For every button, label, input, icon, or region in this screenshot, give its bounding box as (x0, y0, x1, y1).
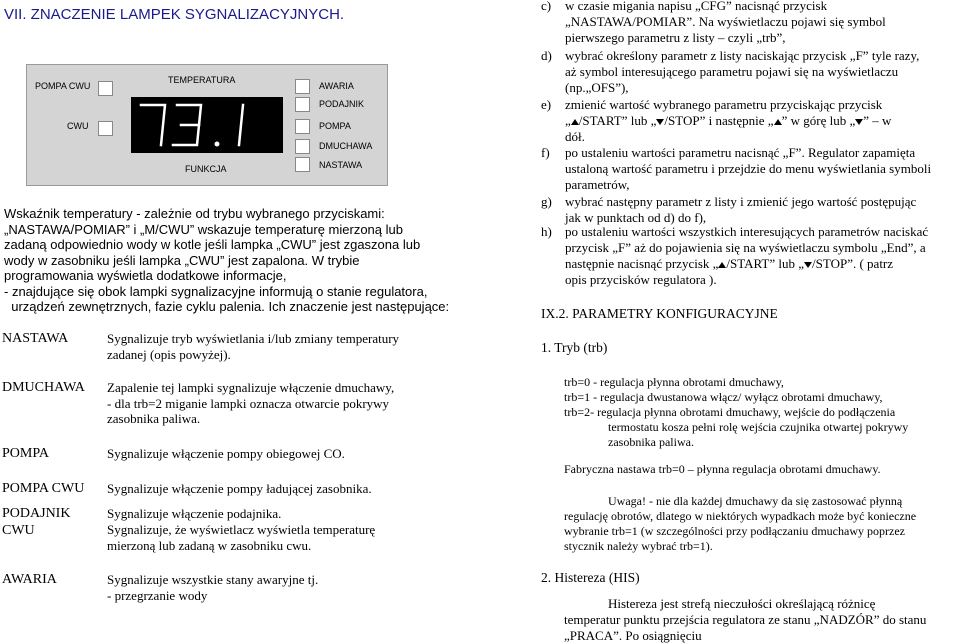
text-fragment: „ (565, 113, 571, 128)
histereza-line: Histereza jest strefą nieczułości określającą różnicę (608, 596, 876, 611)
step-line (565, 256, 959, 272)
signal-name: PODAJNIK (2, 506, 71, 521)
signal-name: NASTAWA (2, 331, 69, 346)
step-line: pierwszego parametru z listy – czyli „trb”, (565, 30, 786, 45)
desc-line: Sygnalizuje tryb wyświetlania i/lub zmiany temperatury (107, 331, 400, 346)
led-pompa-cwu (98, 81, 113, 96)
intro-paragraph (4, 206, 450, 315)
arrow-down-icon (804, 262, 812, 268)
step-line: po ustaleniu wartości wszystkich interesujących parametrów naciskać (565, 224, 929, 239)
signal-name: AWARIA (2, 572, 57, 587)
step-line: wybrać następny parametr z listy i zmienić jego wartość postępując (565, 194, 917, 209)
panel-label-pompa-cwu: POMPA CWU (35, 81, 91, 91)
signal-desc (107, 446, 442, 462)
step-line: „NASTAWA/POMIAR”. Na wyświetlaczu pojawi się symbol (565, 14, 886, 29)
text-fragment: /START” lub „ (726, 256, 805, 271)
histereza-line: „PRACA”. Po osiągnięciu (564, 628, 702, 643)
signal-desc (107, 380, 442, 427)
param1-title: 1. Tryb (trb) (541, 340, 608, 355)
panel-label-temperatura: TEMPERATURA (168, 75, 236, 85)
step-g (541, 194, 959, 226)
trb-line: zasobnika paliwa. (608, 435, 694, 449)
intro-line: - znajdujące się obok lampki sygnalizacyjne informują o stanie regulatora, (4, 283, 428, 299)
text-fragment: /STOP” i następnie „ (664, 113, 774, 128)
step-label: e) (541, 97, 552, 112)
led-dmuchawa (295, 139, 310, 154)
intro-line: urządzeń zewnętrznych, fazie cyklu palenia. Ich znaczenie jest następujące: (4, 299, 450, 314)
text-fragment: ” w górę lub „ (781, 113, 856, 128)
panel-label-nastawa: NASTAWA (319, 160, 363, 170)
desc-line: zadanej (opis powyżej). (107, 346, 231, 362)
signal-desc (107, 572, 442, 603)
step-line: dół. (565, 129, 585, 144)
desc-line: mierzoną lub zadaną w zasobniku cwu. (107, 537, 312, 553)
section-title: VII. ZNACZENIE LAMPEK SYGNALIZACYJNYCH. (4, 6, 345, 23)
desc-line: Sygnalizuje włączenie pompy obiegowej CO. (107, 446, 345, 461)
signal-name: DMUCHAWA (2, 380, 85, 395)
desc-line: - dla trb=2 miganie lampki oznacza otwarcie pokrywy (107, 395, 390, 411)
step-h (541, 224, 959, 288)
controller-panel-diagram (26, 64, 388, 186)
signal-desc (107, 506, 442, 522)
signal-desc (107, 522, 442, 553)
trb-line: trb=2- regulacja płynna obrotami dmuchawy, wejście do podłączenia (564, 405, 896, 419)
step-label: c) (541, 0, 552, 13)
step-line: jak w punktach od d) do f), (565, 210, 707, 225)
histereza-line: temperatur punktu przejścia regulatora ze stanu „NADZÓR” do stanu (564, 612, 927, 627)
led-cwu (98, 121, 113, 136)
note-line: stycznik należy wybrać trb=1). (564, 539, 713, 553)
section2-title: IX.2. PARAMETRY KONFIGURACYJNE (541, 306, 778, 321)
text-fragment: /START” lub „ (578, 113, 657, 128)
desc-line: Sygnalizuje włączenie pompy ładującej zasobnika. (107, 481, 372, 496)
desc-line: Zapalenie tej lampki sygnalizuje włączenie dmuchawy, (107, 380, 395, 395)
step-line: (np.„OFS”), (565, 80, 629, 95)
signal-name: POMPA CWU (2, 481, 85, 496)
note-paragraph (564, 494, 959, 554)
intro-line: Wskaźnik temperatury - zależnie od trybu wybranego przyciskami: (4, 206, 385, 221)
text-fragment: /STOP”. ( patrz (812, 256, 894, 271)
note-line: wybranie trb=1 (w szczególności przy podłączaniu dmuchawy poprzez (564, 524, 905, 538)
intro-line: zadaną odpowiednio wody w kotle jeśli lampka „CWU” jest zgaszona lub (4, 237, 421, 252)
step-label: h) (541, 224, 552, 239)
param2-title: 2. Histereza (HIS) (541, 570, 640, 585)
step-line: przycisk „F” aż do pojawienia się na wyświetlaczu symbolu „End”, a (565, 240, 926, 255)
step-label: f) (541, 145, 550, 160)
step-label: g) (541, 194, 552, 209)
histereza-paragraph (564, 596, 959, 644)
panel-label-podajnik: PODAJNIK (319, 99, 365, 109)
step-line: po ustaleniu wartości parametru nacisnąć „F”. Regulator zapamięta (565, 145, 916, 160)
led-nastawa (295, 157, 310, 172)
step-f (541, 145, 959, 193)
desc-line: Sygnalizuje włączenie podajnika. (107, 506, 282, 521)
factory-setting: Fabryczna nastawa trb=0 – płynna regulacja obrotami dmuchawy. (564, 462, 881, 476)
panel-label-funkcja: FUNKCJA (185, 164, 227, 174)
arrow-up-icon (774, 119, 782, 125)
step-line: wybrać określony parametr z listy naciskając przycisk „F” tyle razy, (565, 48, 920, 63)
note-line: Uwaga! - nie dla każdej dmuchawy da się zastosować płynną (608, 494, 903, 508)
step-line: zmienić wartość wybranego parametru przyciskając przycisk (565, 97, 883, 112)
intro-line: „NASTAWA/POMIAR” i „M/CWU” wskazuje temperaturę mierzoną lub (4, 221, 403, 237)
intro-line: wody w zasobniku jeśli lampka „CWU” jest zapalona. W trybie (4, 252, 360, 268)
signal-name: POMPA (2, 446, 49, 461)
led-podajnik (295, 97, 310, 112)
desc-line: Sygnalizuje wszystkie stany awaryjne tj. (107, 572, 319, 587)
temperature-display (131, 97, 283, 153)
desc-line: - przegrzanie wody (107, 587, 208, 603)
note-line: regulację obrotów, dlatego w niektórych wypadkach może być konieczne (564, 509, 917, 523)
panel-label-awaria: AWARIA (319, 81, 354, 91)
trb-line: termostatu kosza pełni rolę wejścia czujnika otwartej pokrywy (608, 420, 909, 434)
text-fragment: ” – w (863, 113, 892, 128)
signal-desc (107, 331, 442, 362)
step-line: aż symbol interesującego parametru pojawi się na wyświetlaczu (565, 64, 899, 79)
panel-label-dmuchawa: DMUCHAWA (319, 141, 373, 151)
seven-segment-digits (131, 97, 283, 153)
led-awaria (295, 79, 310, 94)
text-fragment: następnie nacisnąć przycisk „ (565, 256, 719, 271)
signal-desc (107, 481, 442, 497)
step-c (541, 0, 959, 46)
display-value: 73.1 (131, 97, 133, 98)
panel-label-cwu: CWU (67, 121, 89, 131)
trb-line: trb=0 - regulacja płynna obrotami dmuchawy, (564, 375, 784, 389)
step-e (541, 97, 959, 145)
step-label: d) (541, 48, 552, 63)
trb-list (564, 375, 959, 450)
led-pompa (295, 119, 310, 134)
panel-label-pompa: POMPA (319, 121, 351, 131)
desc-line: Sygnalizuje, że wyświetlacz wyświetla temperaturę (107, 522, 376, 537)
step-line: opis przycisków regulatora ). (565, 272, 717, 287)
arrow-up-icon (571, 119, 579, 125)
trb-line: trb=1 - regulacja dwustanowa włącz/ wyłącz obrotami dmuchawy, (564, 390, 883, 404)
desc-line: zasobnika paliwa. (107, 411, 201, 426)
signal-name: CWU (2, 523, 35, 538)
step-line: w czasie migania napisu „CFG” nacisnąć przycisk (565, 0, 828, 13)
step-d (541, 48, 959, 96)
step-line: parametrów, (565, 177, 630, 192)
step-line (565, 113, 959, 129)
step-line: ustaloną wartość parametru i przejdzie do menu wyświetlania symboli (565, 161, 932, 176)
intro-line: programowania wyświetla dodatkowe informacje, (4, 268, 287, 283)
